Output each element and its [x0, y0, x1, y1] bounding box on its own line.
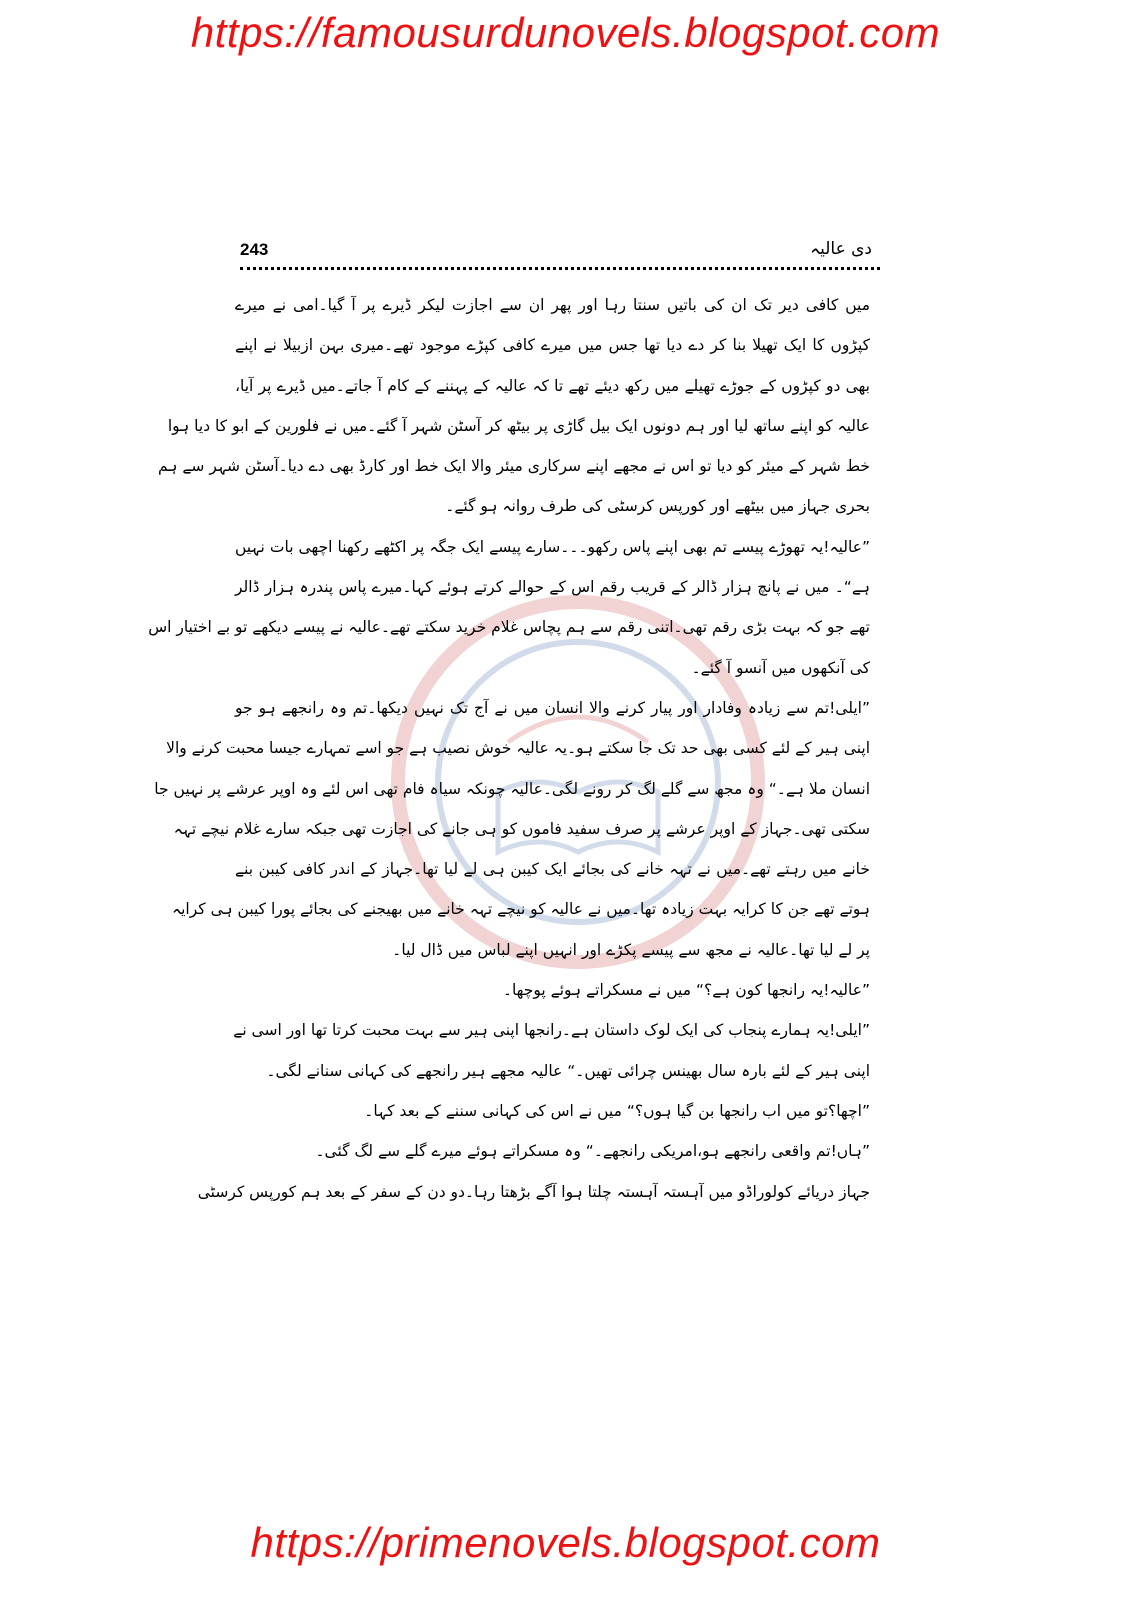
text-line: کی آنکھوں میں آنسو آ گئے۔ [691, 658, 870, 677]
text-line: بھی دو کپڑوں کے جوڑے تھیلے میں رکھ دیئے تھے تا کہ عالیہ کے پہننے کے کام آ جاتے۔میں ڈیرے پر آیا، [235, 376, 870, 395]
text-line: ”ایلی!تم سے زیادہ وفادار اور پیار کرنے والا انسان میں نے آج تک نہیں دیکھا۔تم وہ رانجھے ہو جو [235, 698, 870, 717]
running-title: دی عالیہ [810, 239, 872, 259]
header-divider [240, 267, 880, 270]
novel-page-text [148, 285, 870, 1275]
text-line: تھے جو کہ بہت بڑی رقم تھی۔اتنی رقم سے ہم پچاس غلام خرید سکتے تھے۔عالیہ نے پیسے دیکھے تو بے اختیار اس [148, 618, 870, 637]
page-number: 243 [240, 240, 269, 259]
text-line: خانے میں رہتے تھے۔میں نے تہہ خانے کی بجائے ایک کیبن ہی لے لیا تھا۔جہاز کے اندر کافی کیبن بنے [235, 860, 870, 879]
text-line: ہے“۔ میں نے پانچ ہزار ڈالر کے قریب رقم اس کے حوالے کرتے ہوئے کہا۔میرے پاس پندرہ ہزار ڈالر [235, 578, 870, 597]
text-line: ہوتے تھے جن کا کرایہ بہت زیادہ تھا۔میں نے عالیہ کو نیچے تہہ خانے میں بھیجنے کی بجائے پورا کیبن ہی کرایہ [172, 900, 870, 919]
text-line: اپنی ہیر کے لئے کسی بھی حد تک جا سکتے ہو۔یہ عالیہ خوش نصیب ہے جو اسے تمہارے جیسا محبت کرنے والا [166, 739, 870, 758]
text-line: ”اچھا؟تو میں اب رانجھا بن گیا ہوں؟“ میں نے اس کی کہانی سننے کے بعد کہا۔ [364, 1101, 870, 1120]
top-blog-link[interactable]: https://famousurdunovels.blogspot.com [190, 9, 941, 56]
page-header [240, 240, 880, 272]
text-line: اپنی ہیر کے لئے بارہ سال بھینس چرائی تھیں۔“ عالیہ مجھے ہیر رانجھے کی کہانی سنانے لگی۔ [266, 1061, 870, 1080]
text-line: جہاز دریائے کولوراڈو میں آہستہ آہستہ چلتا ہوا آگے بڑھتا رہا۔دو دن کے سفر کے بعد ہم کورپس کرسٹی [197, 1182, 870, 1201]
text-line: سکتی تھی۔جہاز کے اوپر عرشے پر صرف سفید فاموں کو ہی جانے کی اجازت تھی جبکہ سارے غلام نیچے تہہ [173, 819, 870, 838]
text-line: پر لے لیا تھا۔عالیہ نے مجھ سے پیسے پکڑے اور انہیں اپنے لباس میں ڈال لیا۔ [392, 940, 870, 959]
text-line: کپڑوں کا ایک تھیلا بنا کر دے دیا تھا جس میں میرے کافی کپڑے موجود تھے۔میری بہن ازبیلا نے اپنے [235, 336, 870, 355]
text-line: عالیہ کو اپنے ساتھ لیا اور ہم دونوں ایک بیل گاڑی پر بیٹھ کر آسٹن شہر آ گئے۔میں نے فلورین کے ابو کا دیا ہوا [167, 416, 870, 435]
text-line: میں کافی دیر تک ان کی باتیں سنتا رہا اور پھر ان سے اجازت لیکر ڈیرے پر آ گیا۔امی نے میرے [235, 296, 870, 314]
text-line: ”ایلی!یہ ہمارے پنجاب کی ایک لوک داستان ہے۔رانجھا اپنی ہیر سے بہت محبت کرتا تھا اور اسی نے [233, 1021, 870, 1040]
text-line: ”عالیہ!یہ تھوڑے پیسے تم بھی اپنے پاس رکھو۔۔۔سارے پیسے ایک جگہ پر اکٹھے رکھنا اچھی بات نہیں [235, 537, 870, 556]
text-line: بحری جہاز میں بیٹھے اور کورپس کرسٹی کی طرف روانہ ہو گئے۔ [445, 497, 870, 516]
bottom-blog-link[interactable]: https://primenovels.blogspot.com [250, 1519, 881, 1566]
text-line: خط شہر کے میئر کو دیا تو اس نے مجھے اپنے سرکاری میئر والا ایک خط اور کارڈ بھی دے دیا۔آسٹن شہر سے ہم [158, 457, 870, 476]
text-line: ”عالیہ!یہ رانجھا کون ہے؟“ میں نے مسکراتے ہوئے پوچھا۔ [502, 981, 870, 1000]
text-line: انسان ملا ہے۔“ وہ مجھ سے گلے لگ کر رونے لگی۔عالیہ چونکہ سیاہ فام تھی اس لئے وہ اوپر عرشے پر نہیں جا [154, 779, 870, 798]
text-line: ”ہاں!تم واقعی رانجھے ہو،امریکی رانجھے۔“ وہ مسکراتے ہوئے میرے گلے سے لگ گئی۔ [315, 1142, 870, 1161]
